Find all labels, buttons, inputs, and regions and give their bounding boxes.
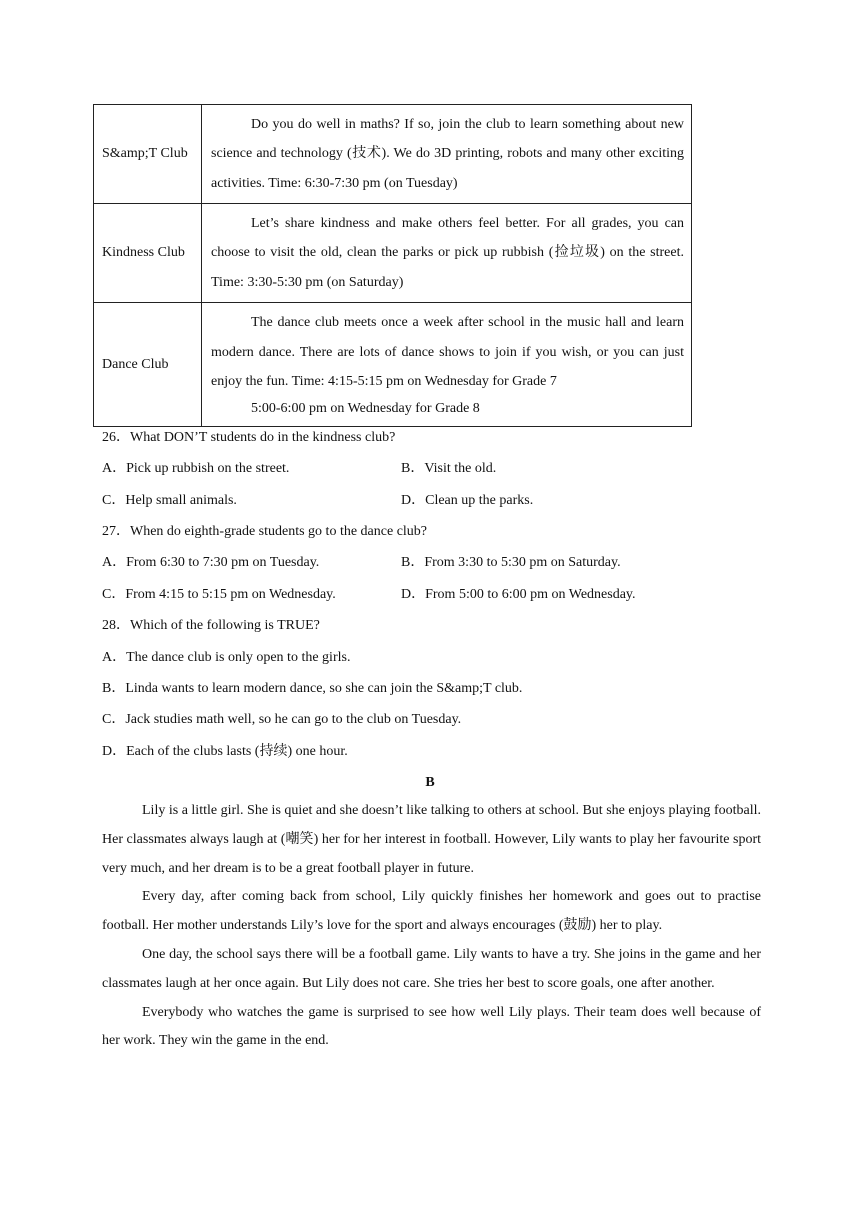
club-description xyxy=(202,105,692,204)
passage-paragraph: Every day, after coming back from school, Lily quickly finishes her homework and goes out to practise football. Her mother understands Lily’s love for the sport and always encourages (鼓励) her to play. xyxy=(102,889,761,934)
answer-option: C．Help small animals. xyxy=(102,493,237,508)
answer-option: C．Jack studies math well, so he can go to the club on Tuesday. xyxy=(102,712,462,727)
answer-option: B．Linda wants to learn modern dance, so she can join the S&amp;T club. xyxy=(102,681,523,696)
question-stem: 27．When do eighth-grade students go to the dance club? xyxy=(102,524,428,539)
table-row xyxy=(94,303,692,427)
answer-option: B．From 3:30 to 5:30 pm on Saturday. xyxy=(401,555,621,570)
club-name: S&amp;T Club xyxy=(94,105,202,204)
passage-paragraph: One day, the school says there will be a football game. Lily wants to have a try. She joins in the game and her classmates laugh at her once again. But Lily does not care. She tries her best to score goals, one after another. xyxy=(102,946,761,991)
club-description xyxy=(202,303,692,427)
section-title: B xyxy=(425,775,435,790)
answer-option: D．Clean up the parks. xyxy=(401,493,534,508)
answer-option: A．The dance club is only open to the girls. xyxy=(102,650,351,665)
answer-option: B．Visit the old. xyxy=(401,461,497,476)
question-stem: 28．Which of the following is TRUE? xyxy=(102,618,320,633)
answer-option: A．From 6:30 to 7:30 pm on Tuesday. xyxy=(102,555,320,570)
passage-paragraph: Everybody who watches the game is surprised to see how well Lily plays. Their team does well because of her work. They win the game in the end. xyxy=(102,1004,761,1049)
club-name: Kindness Club xyxy=(94,204,202,303)
table-row xyxy=(94,204,692,303)
club-description-text: Do you do well in maths? If so, join the club to learn something about new science and technology (技术). We do 3D printing, robots and many other exciting activities. Time: 6:30-7:30 pm (on Tuesday) xyxy=(211,116,684,191)
question-stem: 26．What DON’T students do in the kindness club? xyxy=(102,430,396,445)
answer-option: D．Each of the clubs lasts (持续) one hour. xyxy=(102,744,348,759)
reading-passage xyxy=(102,797,761,1056)
passage-paragraph: Lily is a little girl. She is quiet and she doesn’t like talking to others at school. But she enjoys playing football. Her classmates always laugh at (嘲笑) her for her interest in football. However, Lily wants to play her favourite sport very much, and her dream is to be a great football player in future. xyxy=(102,803,761,876)
answer-option: C．From 4:15 to 5:15 pm on Wednesday. xyxy=(102,587,336,602)
club-description xyxy=(202,204,692,303)
club-description-text-extra: 5:00-6:00 pm on Wednesday for Grade 8 xyxy=(251,400,480,416)
table-row xyxy=(94,105,692,204)
club-description-text: Let’s share kindness and make others feel better. For all grades, you can choose to visit the old, clean the parks or pick up rubbish (捡垃圾) on the street. Time: 3:30-5:30 pm (on Saturday) xyxy=(211,215,684,290)
clubs-table xyxy=(93,104,692,427)
answer-option: D．From 5:00 to 6:00 pm on Wednesday. xyxy=(401,587,636,602)
club-name: Dance Club xyxy=(94,303,202,427)
club-description-text: The dance club meets once a week after school in the music hall and learn modern dance. There are lots of dance shows to join if you wish, or you can just enjoy the fun. Time: 4:15-5:15 pm on Wednesday for Grade 7 xyxy=(211,315,684,390)
answer-option: A．Pick up rubbish on the street. xyxy=(102,461,290,476)
